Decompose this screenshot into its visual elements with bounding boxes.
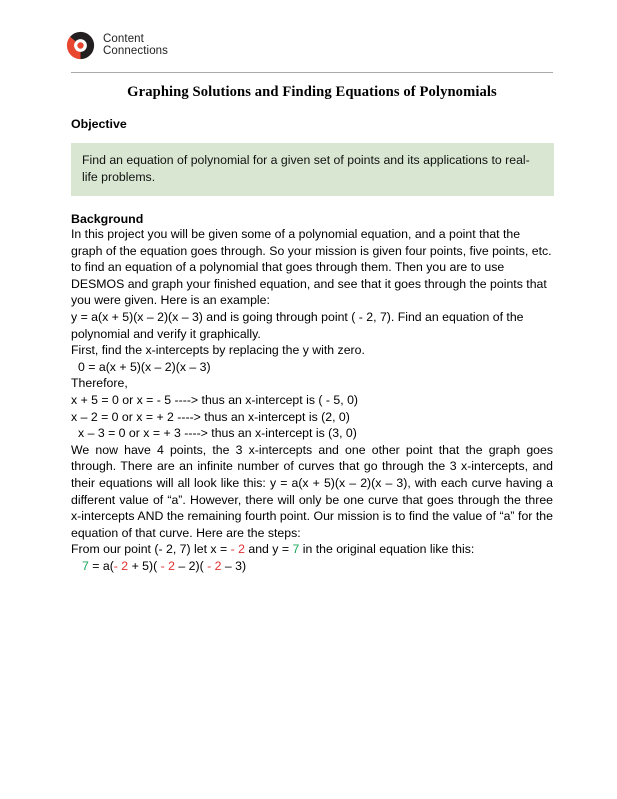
x-intercept-line-1: x + 5 = 0 or x = - 5 ----> thus an x-intercept is ( - 5, 0) xyxy=(71,392,359,407)
substituted-x-value-2: - 2 xyxy=(160,558,175,573)
background-paragraph: In this project you will be given some of a polynomial equation, and a point that the graph of the equation goes through. So your mission is given four points, five points, etc. to find an equation of a polynomial that goes through them. Then you are to use DESMOS and graph your finished equation, and see that it goes through the points that you were given. Here is an example: xyxy=(71,227,552,308)
page-content xyxy=(71,0,553,574)
substitution-y-value: 7 xyxy=(292,542,300,557)
therefore-text: Therefore, xyxy=(71,376,128,391)
x-intercept-line-2: x – 2 = 0 or x = + 2 ----> thus an x-intercept is (2, 0) xyxy=(71,409,350,424)
substituted-part-4: – 3) xyxy=(221,558,247,573)
substituted-y-value: 7 xyxy=(82,558,89,573)
brand-wordmark-line1: Content xyxy=(103,32,144,45)
explanation-paragraph: We now have 4 points, the 3 x-intercepts and one other point that the graph goes through. There are an infinite number of curves that go through the 3 x-intercepts, and their equations will all look like this: y = a(x + 5)(x – 2)(x – 3), with each curve having a different value of “a”. However, there will only be one curve that goes through the three x-intercepts AND the remaining fourth point. Our mission is to find the value of “a” for the equation of that curve. Here are the steps: xyxy=(71,442,553,540)
substituted-part-3: – 2)( xyxy=(174,558,208,573)
substituted-x-value-1: - 2 xyxy=(113,558,129,573)
substitution-x-value: - 2 xyxy=(230,542,245,557)
example-equation: y = a(x + 5)(x – 2)(x – 3) and is going through point ( - 2, 7). Find an equation of the polynomial and verify it graphically. xyxy=(71,309,524,341)
substitution-text-part2: and y = xyxy=(244,542,293,557)
substituted-x-value-3: - 2 xyxy=(207,558,222,573)
brand-wordmark xyxy=(103,33,168,58)
brand-wordmark-line2: Connections xyxy=(103,45,169,57)
x-intercept-line-3: x – 3 = 0 or x = + 3 ----> thus an x-intercept is (3, 0) xyxy=(78,426,357,441)
substitution-intro-line xyxy=(71,541,553,558)
substituted-part-2: + 5)( xyxy=(128,558,161,573)
step-intro-text: First, find the x-intercepts by replacing the y with zero. xyxy=(71,343,365,358)
brand-logo xyxy=(71,0,553,63)
objective-callout: Find an equation of polynomial for a given set of points and its applications to real-life problems. xyxy=(71,143,554,196)
section-heading-background: Background xyxy=(71,212,144,226)
section-heading-objective: Objective xyxy=(71,117,127,131)
zero-equation: 0 = a(x + 5)(x – 2)(x – 3) xyxy=(78,359,211,374)
substituted-part-1: = a( xyxy=(88,558,114,573)
substituted-equation-line xyxy=(71,558,553,575)
substitution-text-part1: From our point (- 2, 7) let x = xyxy=(71,542,231,557)
content-connections-logo-mark-icon xyxy=(66,31,95,60)
header-divider xyxy=(71,72,553,73)
substitution-text-part3: in the original equation like this: xyxy=(299,542,475,557)
page-title: Graphing Solutions and Finding Equations of Polynomials xyxy=(127,84,497,100)
